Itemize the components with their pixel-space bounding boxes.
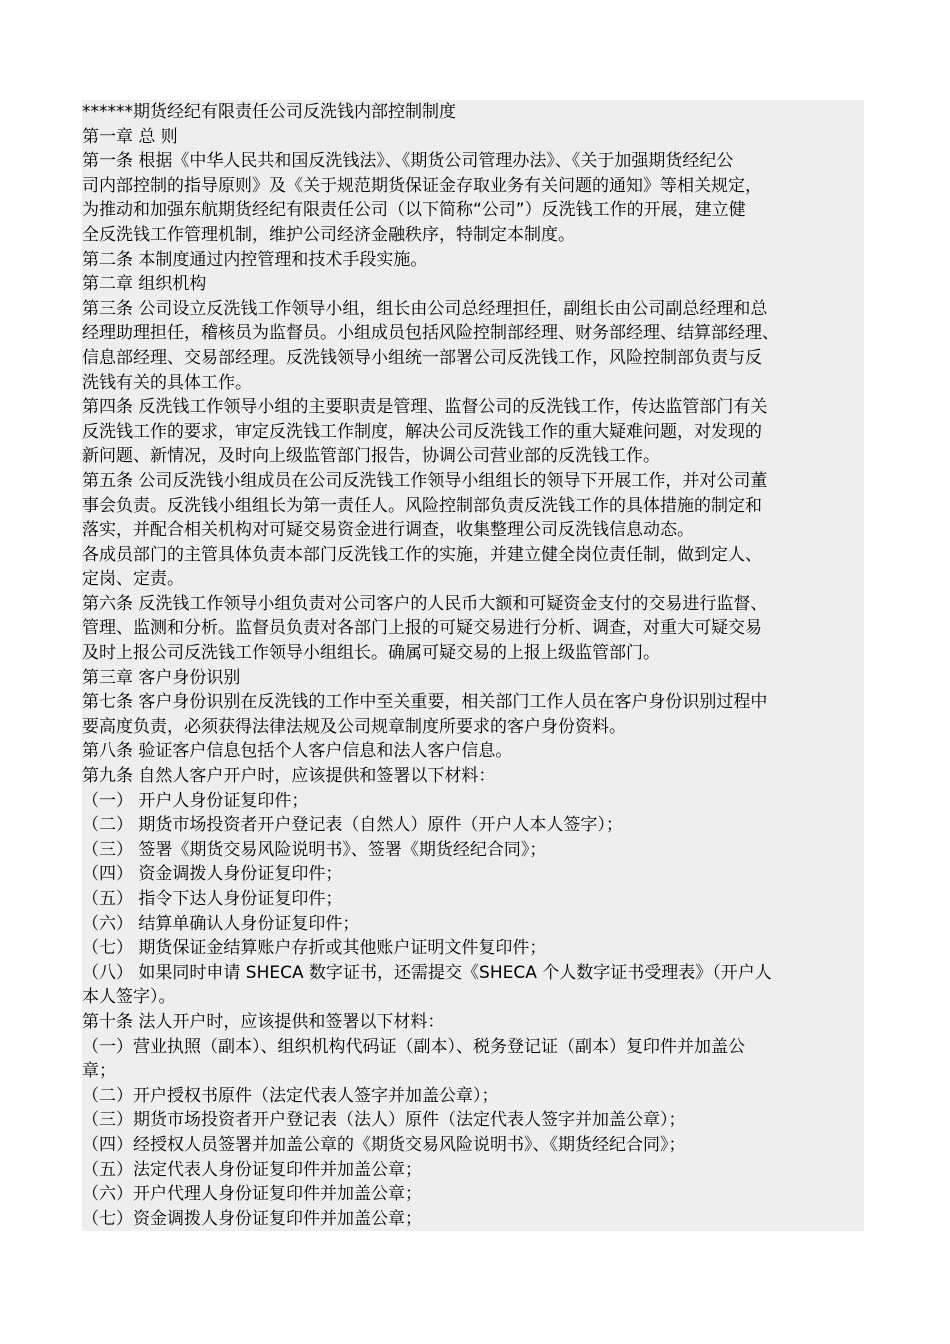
text-line: （七） 期货保证金结算账户存折或其他账户证明文件复印件； bbox=[82, 938, 547, 959]
text-line: （一） 开户人身份证复印件； bbox=[82, 790, 309, 811]
text-line: （二）开户授权书原件（法定代表人签字并加盖公章）； bbox=[82, 1085, 499, 1106]
text-line: 章； bbox=[82, 1061, 116, 1082]
text-line: （四）经授权人员签署并加盖公章的《期货交易风险说明书》、《期货经纪合同》； bbox=[82, 1134, 686, 1155]
text-line: （八） 如果同时申请 SHECA 数字证书，还需提交《SHECA 个人数字证书受理表》（开户人 bbox=[82, 962, 772, 983]
document-body bbox=[82, 100, 864, 1231]
text-line: 第十条 法人开户时，应该提供和签署以下材料： bbox=[82, 1011, 445, 1032]
text-line: （六） 结算单确认人身份证复印件； bbox=[82, 913, 360, 934]
text-line: （三）期货市场投资者开户登记表（法人）原件（法定代表人签字并加盖公章）； bbox=[82, 1110, 686, 1131]
text-line: 事会负责。反洗钱小组组长为第一责任人。风险控制部负责反洗钱工作的具体措施的制定和 bbox=[82, 495, 762, 516]
text-line: 各成员部门的主管具体负责本部门反洗钱工作的实施，并建立健全岗位责任制，做到定人、 bbox=[82, 544, 762, 565]
text-line: 第五条 公司反洗钱小组成员在公司反洗钱工作领导小组组长的领导下开展工作，并对公司董 bbox=[82, 470, 768, 491]
text-line: 本人签字）。 bbox=[82, 987, 176, 1008]
text-line: （四） 资金调拨人身份证复印件； bbox=[82, 864, 343, 885]
text-line: （三） 签署《期货交易风险说明书》、签署《期货经纪合同》； bbox=[82, 839, 547, 860]
text-line: （七）资金调拨人身份证复印件并加盖公章； bbox=[82, 1208, 422, 1229]
text-line: （六）开户代理人身份证复印件并加盖公章； bbox=[82, 1184, 422, 1205]
text-line: （五） 指令下达人身份证复印件； bbox=[82, 889, 343, 909]
text-line: 定岗、定责。 bbox=[82, 569, 184, 590]
text-line: 第七条 客户身份识别在反洗钱的工作中至关重要，相关部门工作人员在客户身份识别过程中 bbox=[82, 692, 768, 713]
text-line: 洗钱有关的具体工作。 bbox=[82, 372, 252, 393]
text-line: 第一章 总 则 bbox=[82, 126, 178, 147]
text-line: 信息部经理、交易部经理。反洗钱领导小组统一部署公司反洗钱工作，风险控制部负责与反 bbox=[82, 347, 762, 368]
text-line: 第三条 公司设立反洗钱工作领导小组，组长由公司总经理担任，副组长由公司副总经理和总 bbox=[82, 298, 768, 319]
text-line: 落实，并配合相关机构对可疑交易资金进行调查，收集整理公司反洗钱信息动态。 bbox=[82, 520, 694, 541]
text-line: 反洗钱工作的要求，审定反洗钱工作制度，解决公司反洗钱工作的重大疑难问题，对发现的 bbox=[82, 421, 762, 442]
text-line: 第四条 反洗钱工作领导小组的主要职责是管理、监督公司的反洗钱工作，传达监管部门有关 bbox=[82, 397, 768, 418]
document-title: ******期货经纪有限责任公司反洗钱内部控制制度 bbox=[82, 102, 456, 122]
text-line: 司内部控制的指导原则》及《关于规范期货保证金存取业务有关问题的通知》等相关规定， bbox=[82, 175, 762, 196]
text-line: 新问题、新情况，及时向上级监管部门报告，协调公司营业部的反洗钱工作。 bbox=[82, 446, 660, 467]
text-line: 为推动和加强东航期货经纪有限责任公司（以下简称“公司”）反洗钱工作的开展，建立健 bbox=[82, 200, 746, 221]
text-line: 第二章 组织机构 bbox=[82, 274, 207, 295]
text-line: 管理、监测和分析。监督员负责对各部门上报的可疑交易进行分析、调查，对重大可疑交易 bbox=[82, 618, 762, 639]
text-line: 及时上报公司反洗钱工作领导小组组长。确属可疑交易的上报上级监管部门。 bbox=[82, 643, 660, 664]
text-line: 第二条 本制度通过内控管理和技术手段实施。 bbox=[82, 249, 428, 270]
text-line: 要高度负责，必须获得法律法规及公司规章制度所要求的客户身份资料。 bbox=[82, 716, 626, 737]
text-line: 第八条 验证客户信息包括个人客户信息和法人客户信息。 bbox=[82, 741, 513, 762]
text-line: （一）营业执照（副本）、组织机构代码证（副本）、税务登记证（副本）复印件并加盖公 bbox=[82, 1036, 745, 1057]
text-line: 经理助理担任，稽核员为监督员。小组成员包括风险控制部经理、财务部经理、结算部经理、 bbox=[82, 323, 779, 344]
text-line: 第九条 自然人客户开户时，应该提供和签署以下材料： bbox=[82, 766, 496, 787]
text-line: 第一条 根据《中华人民共和国反洗钱法》、《期货公司管理办法》、《关于加强期货经纪公 bbox=[82, 151, 734, 172]
text-line: 第三章 客户身份识别 bbox=[82, 667, 241, 688]
text-line: （二） 期货市场投资者开户登记表（自然人）原件（开户人本人签字）； bbox=[82, 815, 623, 836]
text-line: 全反洗钱工作管理机制，维护公司经济金融秩序，特制定本制度。 bbox=[82, 224, 575, 245]
text-line: 第六条 反洗钱工作领导小组负责对公司客户的人民币大额和可疑资金支付的交易进行监督、 bbox=[82, 593, 768, 614]
text-line: （五）法定代表人身份证复印件并加盖公章； bbox=[82, 1159, 422, 1180]
